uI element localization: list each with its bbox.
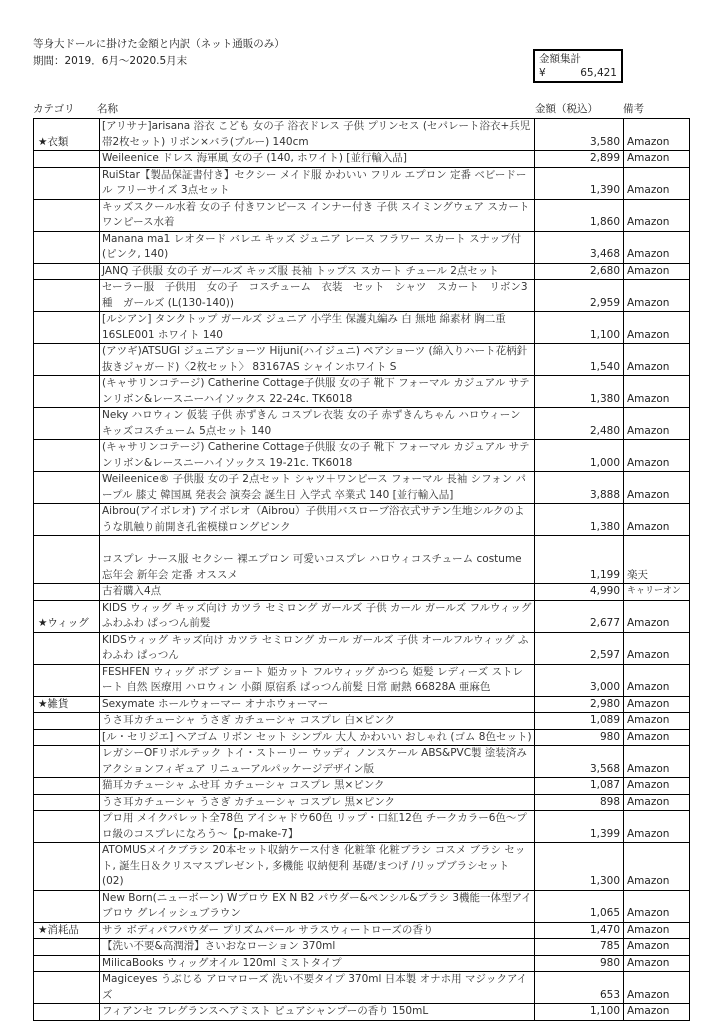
amount-cell: 4,990 — [535, 584, 624, 601]
amount-cell: 1,390 — [535, 167, 624, 199]
note-cell: Amazon — [624, 713, 690, 730]
item-name-cell: セーラー服 子供用 女の子 コスチューム 衣装 セット シャツ スカート リボン3種 ガールズ (L(130-140)) — [100, 280, 535, 312]
table-row — [34, 664, 690, 696]
item-name-cell: プロ用 メイクパレット全78色 アイシャドウ60色 リップ・口紅12色 チークカラー6色～プロ級のコスプレになろう～【p-make-7】 — [100, 811, 535, 843]
item-name-cell: Neky ハロウィン 仮装 子供 赤ずきん コスプレ衣装 女の子 赤ずきんちゃん ハロウィーン キッズコスチューム 5点セット 140 — [100, 408, 535, 440]
item-name-cell: キッズスクール水着 女の子 付きワンピース インナー付き 子供 スイミングウェア スカートワンピース水着 — [100, 199, 535, 231]
amount-cell: 1,380 — [535, 504, 624, 536]
category-cell — [34, 151, 100, 168]
item-name-cell: ATOMUSメイクブラシ 20本セット収納ケース付き 化粧筆 化粧ブラシ コスメ ブラシ セット, 誕生日＆クリスマスプレゼント, 多機能 収納便利 基礎/まつげ /リップブラシセット (02) — [100, 843, 535, 891]
column-header-note: 備考 — [623, 103, 644, 115]
note-cell: Amazon — [624, 696, 690, 713]
item-name-cell: 【洗い不要&高潤滑】さいおなローション 370ml — [100, 939, 535, 956]
item-name-cell: New Born(ニューボーン) Wブロウ EX N B2 パウダー&ペンシル&ブラシ 3機能一体型アイブロウ グレイッシュブラウン — [100, 890, 535, 922]
amount-cell: 2,959 — [535, 280, 624, 312]
note-cell: Amazon — [624, 939, 690, 956]
amount-cell: 1,000 — [535, 440, 624, 472]
table-row — [34, 632, 690, 664]
table-row — [34, 843, 690, 891]
table-row — [34, 584, 690, 601]
note-cell: Amazon — [624, 280, 690, 312]
item-name-cell: [ルシアン] タンクトップ ガールズ ジュニア 小学生 保護丸編み 白 無地 綿素材 胸二重 16SLE001 ホワイト 140 — [100, 312, 535, 344]
item-name-cell: RuiStar【製品保証書付き】セクシー メイド服 かわいい フリル エプロン 定番 ベビードール フリーサイズ 3点セット — [100, 167, 535, 199]
category-cell — [34, 440, 100, 472]
amount-cell: 1,089 — [535, 713, 624, 730]
column-headers — [33, 101, 683, 117]
item-name-cell: フィアンセ フレグランスヘアミスト ピュアシャンプーの香り 150mL — [100, 1004, 535, 1021]
amount-cell: 3,580 — [535, 119, 624, 151]
amount-cell: 3,568 — [535, 746, 624, 778]
amount-cell: 1,100 — [535, 1004, 624, 1021]
table-row — [34, 794, 690, 811]
table-row — [34, 939, 690, 956]
amount-cell: 1,399 — [535, 811, 624, 843]
item-name-cell: KIDSウィッグ キッズ向け カツラ セミロング カール ガールズ 子供 オールフルウィッグ ふわふわ ぱっつん — [100, 632, 535, 664]
category-cell — [34, 794, 100, 811]
table-row — [34, 811, 690, 843]
document-period: 期間：2019．6月～2020.5月末 — [33, 55, 188, 67]
category-cell — [34, 664, 100, 696]
amount-cell: 2,597 — [535, 632, 624, 664]
note-cell: Amazon — [624, 729, 690, 746]
table-row — [34, 119, 690, 151]
table-row — [34, 231, 690, 263]
table-row — [34, 972, 690, 1004]
item-name-cell: Manana ma1 レオタード バレエ キッズ ジュニア レース フラワー スカート スナップ付 (ピンク, 140) — [100, 231, 535, 263]
amount-cell: 980 — [535, 729, 624, 746]
table-row — [34, 696, 690, 713]
category-cell — [34, 231, 100, 263]
category-cell — [34, 408, 100, 440]
category-cell — [34, 729, 100, 746]
table-row — [34, 536, 690, 584]
note-cell: Amazon — [624, 376, 690, 408]
category-cell — [34, 536, 100, 584]
note-cell: Amazon — [624, 167, 690, 199]
amount-cell: 3,888 — [535, 472, 624, 504]
note-cell: Amazon — [624, 199, 690, 231]
purchase-table-body — [34, 119, 690, 1021]
note-cell: Amazon — [624, 440, 690, 472]
summary-label: 金額集計 — [539, 53, 581, 65]
amount-cell: 3,000 — [535, 664, 624, 696]
amount-cell: 3,468 — [535, 231, 624, 263]
table-row — [34, 600, 690, 632]
amount-cell: 1,470 — [535, 922, 624, 939]
column-header-amount: 金額（税込） — [535, 103, 598, 115]
document-header — [33, 36, 285, 70]
item-name-cell: うさ耳カチューシャ うさぎ カチューシャ コスプレ 白×ピンク — [100, 713, 535, 730]
table-row — [34, 408, 690, 440]
note-cell: Amazon — [624, 811, 690, 843]
item-name-cell: 古着購入4点 — [100, 584, 535, 601]
note-cell: Amazon — [624, 794, 690, 811]
note-cell: Amazon — [624, 151, 690, 168]
amount-cell: 980 — [535, 955, 624, 972]
category-cell — [34, 263, 100, 280]
item-name-cell: Weileenice® 子供服 女の子 2点セット シャツ＋ワンピース フォーマル 長袖 シフォン パープル 膝丈 韓国風 発表会 演奏会 誕生日 入学式 卒業式 140 [並行輸入品] — [100, 472, 535, 504]
item-name-cell: [ル・セリジエ] ヘアゴム リボン セット シンプル 大人 かわいい おしゃれ (ゴム 8色セット) — [100, 729, 535, 746]
item-name-cell: うさ耳カチューシャ うさぎ カチューシャ コスプレ 黒×ピンク — [100, 794, 535, 811]
category-cell — [34, 344, 100, 376]
category-cell: ★消耗品 — [34, 922, 100, 939]
item-name-cell: (キャサリンコテージ) Catherine Cottage子供服 女の子 靴下 フォーマル カジュアル サテンリボン&レースニーハイソックス 19-21c. TK6018 — [100, 440, 535, 472]
category-cell — [34, 778, 100, 795]
category-cell — [34, 811, 100, 843]
table-row — [34, 713, 690, 730]
summary-total-row — [539, 66, 617, 80]
category-cell — [34, 584, 100, 601]
item-name-cell: MilicaBooks ウィッグオイル 120ml ミストタイプ — [100, 955, 535, 972]
note-cell: Amazon — [624, 263, 690, 280]
category-cell — [34, 280, 100, 312]
note-cell: 楽天 — [624, 536, 690, 584]
amount-cell: 2,680 — [535, 263, 624, 280]
amount-cell: 1,065 — [535, 890, 624, 922]
note-cell: Amazon — [624, 955, 690, 972]
item-name-cell: Sexymate ホールウォーマー オナホウォーマー — [100, 696, 535, 713]
category-cell — [34, 939, 100, 956]
item-name-cell: [アリサナ]arisana 浴衣 こども 女の子 浴衣ドレス 子供 プリンセス (セパレート浴衣+兵児帯2枚セット) リボン×バラ(ブルー) 140cm — [100, 119, 535, 151]
table-row — [34, 1004, 690, 1021]
category-cell: ★ウィッグ — [34, 600, 100, 632]
total-summary-box — [533, 49, 623, 83]
amount-cell: 1,300 — [535, 843, 624, 891]
table-row — [34, 280, 690, 312]
note-cell: Amazon — [624, 408, 690, 440]
amount-cell: 653 — [535, 972, 624, 1004]
table-row — [34, 167, 690, 199]
currency-symbol: ¥ — [539, 67, 546, 79]
note-cell: Amazon — [624, 922, 690, 939]
amount-cell: 1,860 — [535, 199, 624, 231]
note-cell: Amazon — [624, 778, 690, 795]
amount-cell: 1,540 — [535, 344, 624, 376]
column-header-name: 名称 — [97, 103, 118, 115]
item-name-cell: JANQ 子供服 女の子 ガールズ キッズ服 長袖 トップス スカート チュール 2点セット — [100, 263, 535, 280]
note-cell: キャリーオン — [624, 584, 690, 601]
category-cell — [34, 376, 100, 408]
category-cell — [34, 843, 100, 891]
note-cell: Amazon — [624, 312, 690, 344]
table-row — [34, 746, 690, 778]
amount-cell: 785 — [535, 939, 624, 956]
table-row — [34, 472, 690, 504]
item-name-cell: 猫耳カチューシャ ふせ耳 カチューシャ コスプレ 黒×ピンク — [100, 778, 535, 795]
table-row — [34, 440, 690, 472]
amount-cell: 2,480 — [535, 408, 624, 440]
note-cell: Amazon — [624, 664, 690, 696]
item-name-cell: KIDS ウィッグ キッズ向け カツラ セミロング ガールズ 子供 カール ガールズ フルウィッグ ふわふわ ぱっつん前髪 — [100, 600, 535, 632]
table-row — [34, 890, 690, 922]
category-cell — [34, 199, 100, 231]
category-cell — [34, 890, 100, 922]
category-cell — [34, 955, 100, 972]
item-name-cell: FESHFEN ウィッグ ボブ ショート 姫カット フルウィッグ かつら 姫髪 レディーズ ストレート 自然 医療用 ハロウィン 小顔 原宿系 ぱっつん前髪 日常 耐熱 66828A 亜麻色 — [100, 664, 535, 696]
amount-cell: 1,380 — [535, 376, 624, 408]
category-cell — [34, 746, 100, 778]
category-cell — [34, 713, 100, 730]
note-cell: Amazon — [624, 1004, 690, 1021]
amount-cell: 2,980 — [535, 696, 624, 713]
item-name-cell: (キャサリンコテージ) Catherine Cottage子供服 女の子 靴下 フォーマル カジュアル サテンリボン&レースニーハイソックス 22-24c. TK6018 — [100, 376, 535, 408]
note-cell: Amazon — [624, 890, 690, 922]
note-cell: Amazon — [624, 746, 690, 778]
category-cell — [34, 504, 100, 536]
category-cell: ★衣類 — [34, 119, 100, 151]
amount-cell: 1,100 — [535, 312, 624, 344]
column-header-category: カテゴリ — [33, 103, 75, 115]
purchase-table — [33, 118, 690, 1021]
item-name-cell: Weileenice ドレス 海軍風 女の子 (140, ホワイト) [並行輸入品] — [100, 151, 535, 168]
category-cell — [34, 472, 100, 504]
table-row — [34, 312, 690, 344]
document-title: 等身大ドールに掛けた金額と内訳（ネット通販のみ） — [33, 38, 285, 50]
category-cell — [34, 1004, 100, 1021]
amount-cell: 2,677 — [535, 600, 624, 632]
category-cell — [34, 167, 100, 199]
amount-cell: 1,199 — [535, 536, 624, 584]
note-cell: Amazon — [624, 504, 690, 536]
table-row — [34, 263, 690, 280]
item-name-cell: レガシーOFリボルテック トイ・ストーリー ウッディ ノンスケール ABS&PVC製 塗装済みアクションフィギュア リニューアルパッケージデザイン版 — [100, 746, 535, 778]
table-row — [34, 729, 690, 746]
table-row — [34, 344, 690, 376]
note-cell: Amazon — [624, 119, 690, 151]
table-row — [34, 955, 690, 972]
note-cell: Amazon — [624, 843, 690, 891]
table-row — [34, 504, 690, 536]
note-cell: Amazon — [624, 472, 690, 504]
table-row — [34, 922, 690, 939]
table-row — [34, 376, 690, 408]
amount-cell: 2,899 — [535, 151, 624, 168]
item-name-cell: サラ ボディパフパウダー プリズムパール サラスウィートローズの香り — [100, 922, 535, 939]
category-cell: ★雑貨 — [34, 696, 100, 713]
note-cell: Amazon — [624, 600, 690, 632]
item-name-cell: (アツギ)ATSUGI ジュニアショーツ Hijuni(ハイジュニ) ペアショーツ (綿入りハート花柄針抜きジャガード)〈2枚セット〉 83167AS シャインホワイト S — [100, 344, 535, 376]
category-cell — [34, 972, 100, 1004]
item-name-cell: Aibrou(アイボレオ) アイボレオ（Aibrou）子供用バスローブ浴衣式サテン生地シルクのような肌触り前開き孔雀模様ロングピンク — [100, 504, 535, 536]
amount-cell: 898 — [535, 794, 624, 811]
category-cell — [34, 312, 100, 344]
table-row — [34, 199, 690, 231]
table-row — [34, 778, 690, 795]
summary-total-value: 65,421 — [580, 67, 617, 79]
item-name-cell: Magiceyes うぶじる アロマローズ 洗い不要タイプ 370ml 日本製 オナホ用 マジックアイズ — [100, 972, 535, 1004]
note-cell: Amazon — [624, 344, 690, 376]
amount-cell: 1,087 — [535, 778, 624, 795]
category-cell — [34, 632, 100, 664]
table-row — [34, 151, 690, 168]
note-cell: Amazon — [624, 632, 690, 664]
note-cell: Amazon — [624, 972, 690, 1004]
note-cell: Amazon — [624, 231, 690, 263]
item-name-cell: コスプレ ナース服 セクシー 裸エプロン 可愛いコスプレ ハロウィコスチューム costume 忘年会 新年会 定番 オススメ — [100, 536, 535, 584]
